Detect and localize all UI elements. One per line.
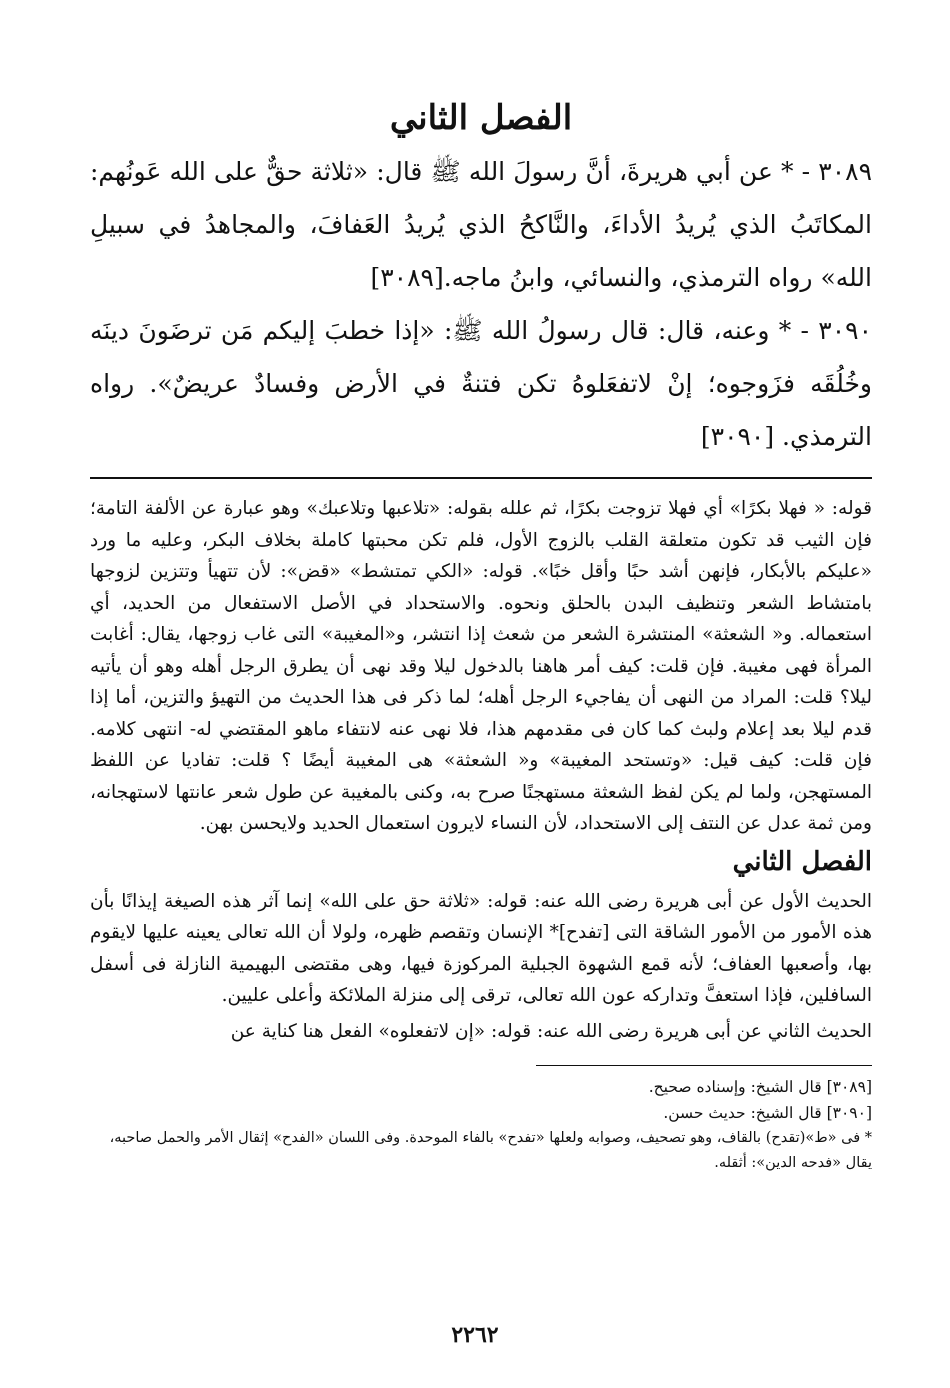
- commentary-block: [90, 493, 872, 1047]
- footnote-3089: [٣٠٨٩] قال الشيخ: وإسناده صحيح.: [648, 1078, 872, 1096]
- commentary-paragraph: الحديث الثاني عن أبى هريرة رضى الله عنه: قوله: «إن لاتفعلوه» الفعل هنا كناية عن: [230, 1020, 872, 1042]
- hadith-block: [90, 145, 872, 463]
- footnote-separator: [536, 1065, 872, 1066]
- hadith-3089: ٣٠٨٩ - * عن أبي هريرةَ، أنَّ رسولَ الله ﷺ قال: «ثلاثة حقٌّ على الله عَونُهم: المكاتَبُ الذي يُريدُ الأداءَ، والنَّاكحُ الذي يُريدُ العَفافَ، والمجاهدُ في سبيلِ الله» رواه الترمذي، والنسائي، وابنُ ماجه.[٣٠٨٩]: [90, 157, 872, 292]
- main-separator: [90, 477, 872, 479]
- hadith-3090: ٣٠٩٠ - * وعنه، قال: قال رسولُ الله ﷺ: «إذا خطبَ إليكم مَن ترضَونَ دينَه وخُلُقَه فزَوجوه؛ إنْ لاتفعَلوهُ تكن فتنةٌ في الأرض وفسادٌ عريضٌ». رواه الترمذي. [٣٠٩٠]: [90, 316, 872, 451]
- footnote-tafdah: * فى «ط»(تقدح) بالقاف، وهو تصحيف، وصوابه ولعلها «تفدح» بالفاء الموحدة. وفى اللسان «الفدح» إثقال الأمر والحمل صاحبه، يقال «فدحه الدين»: أثقله.: [109, 1130, 872, 1171]
- commentary-subheading: الفصل الثاني: [732, 846, 872, 877]
- page-number: ٢٢٦٢: [451, 1322, 499, 1348]
- commentary-paragraph: قوله: « فهلا بكرًا» أي فهلا تزوجت بكرًا، ثم علله بقوله: «تلاعبها وتلاعبك» وهو عبارة عن الألفة التامة؛ فإن الثيب قد تكون متعلقة القلب بالزوج الأول، فلم تكن محبتها كاملة بخلاف البكر، وعليه ما ورد «عليكم بالأبكار، فإنهن أشد حبًا وأقل خبًا». قوله: «الكي تمتشط» «قض»: لأن تتهيأ وتتزين لزوجها بامتشاط الشعر وتنظيف البدن بالحلق ونحوه. والاستحداد في الأصل الاستفعال من الحديد، أي استعماله. و« الشعثة» المنتشرة الشعر من شعث إذا انتشر، و«المغيبة» التى غاب زوجها، يقال: أغابت المرأة فهى مغيبة. فإن قلت: كيف أمر هاهنا بالدخول ليلا وقد نهى أن يطرق الرجل أهله وهو أن يأتيه ليلا؟ قلت: المراد من النهى أن يفاجيء الرجل أهله؛ لما ذكر فى هذا الحديث من التهيؤ والتزين، أما إذا قدم ليلا بعد إعلام ولبث كما كان فى مقدمهم هذا، فلا نهى عنه لانتفاء ماهو المقتضي له- انتهى كلامه. فإن قلت: كيف قيل: «وتستحد المغيبة» و« الشعثة» هى المغيبة أيضًا ؟ قلت: تفاديا عن اللفظ المستهجن، ولما لم يكن لفظ الشعثة مستهجنًا صرح به، وكنى بالمغيبة عن طول شعر عانتها لاستهجانه، ومن ثمة عدل عن النتف إلى الاستحداد، لأن النساء لايرون استعمال الحديد ولايحسن بهن.: [90, 498, 872, 834]
- commentary-paragraph: الحديث الأول عن أبى هريرة رضى الله عنه: قوله: «ثلاثة حق على الله» إنما آثر هذه الصيغة إيذانًا بأن هذه الأمور من الأمور الشاقة التى [تفدح]* الإنسان وتقصم ظهره، ولولا أن الله تعالى يعينه عليها لايقوم بها، وأصعبها العفاف؛ لأنه قمع الشهوة الجبلية المركوزة فيها، وهى مقتضى البهيمية النازلة فى أسفل السافلين، فإذا استعفَّ وتداركه عون الله تعالى، ترقى إلى منزلة الملائكة وأعلى عليين.: [90, 890, 872, 1006]
- footnote-3090: [٣٠٩٠] قال الشيخ: حديث حسن.: [663, 1104, 872, 1122]
- section-title: الفصل الثاني: [389, 98, 573, 138]
- footnotes-block: [90, 1074, 872, 1176]
